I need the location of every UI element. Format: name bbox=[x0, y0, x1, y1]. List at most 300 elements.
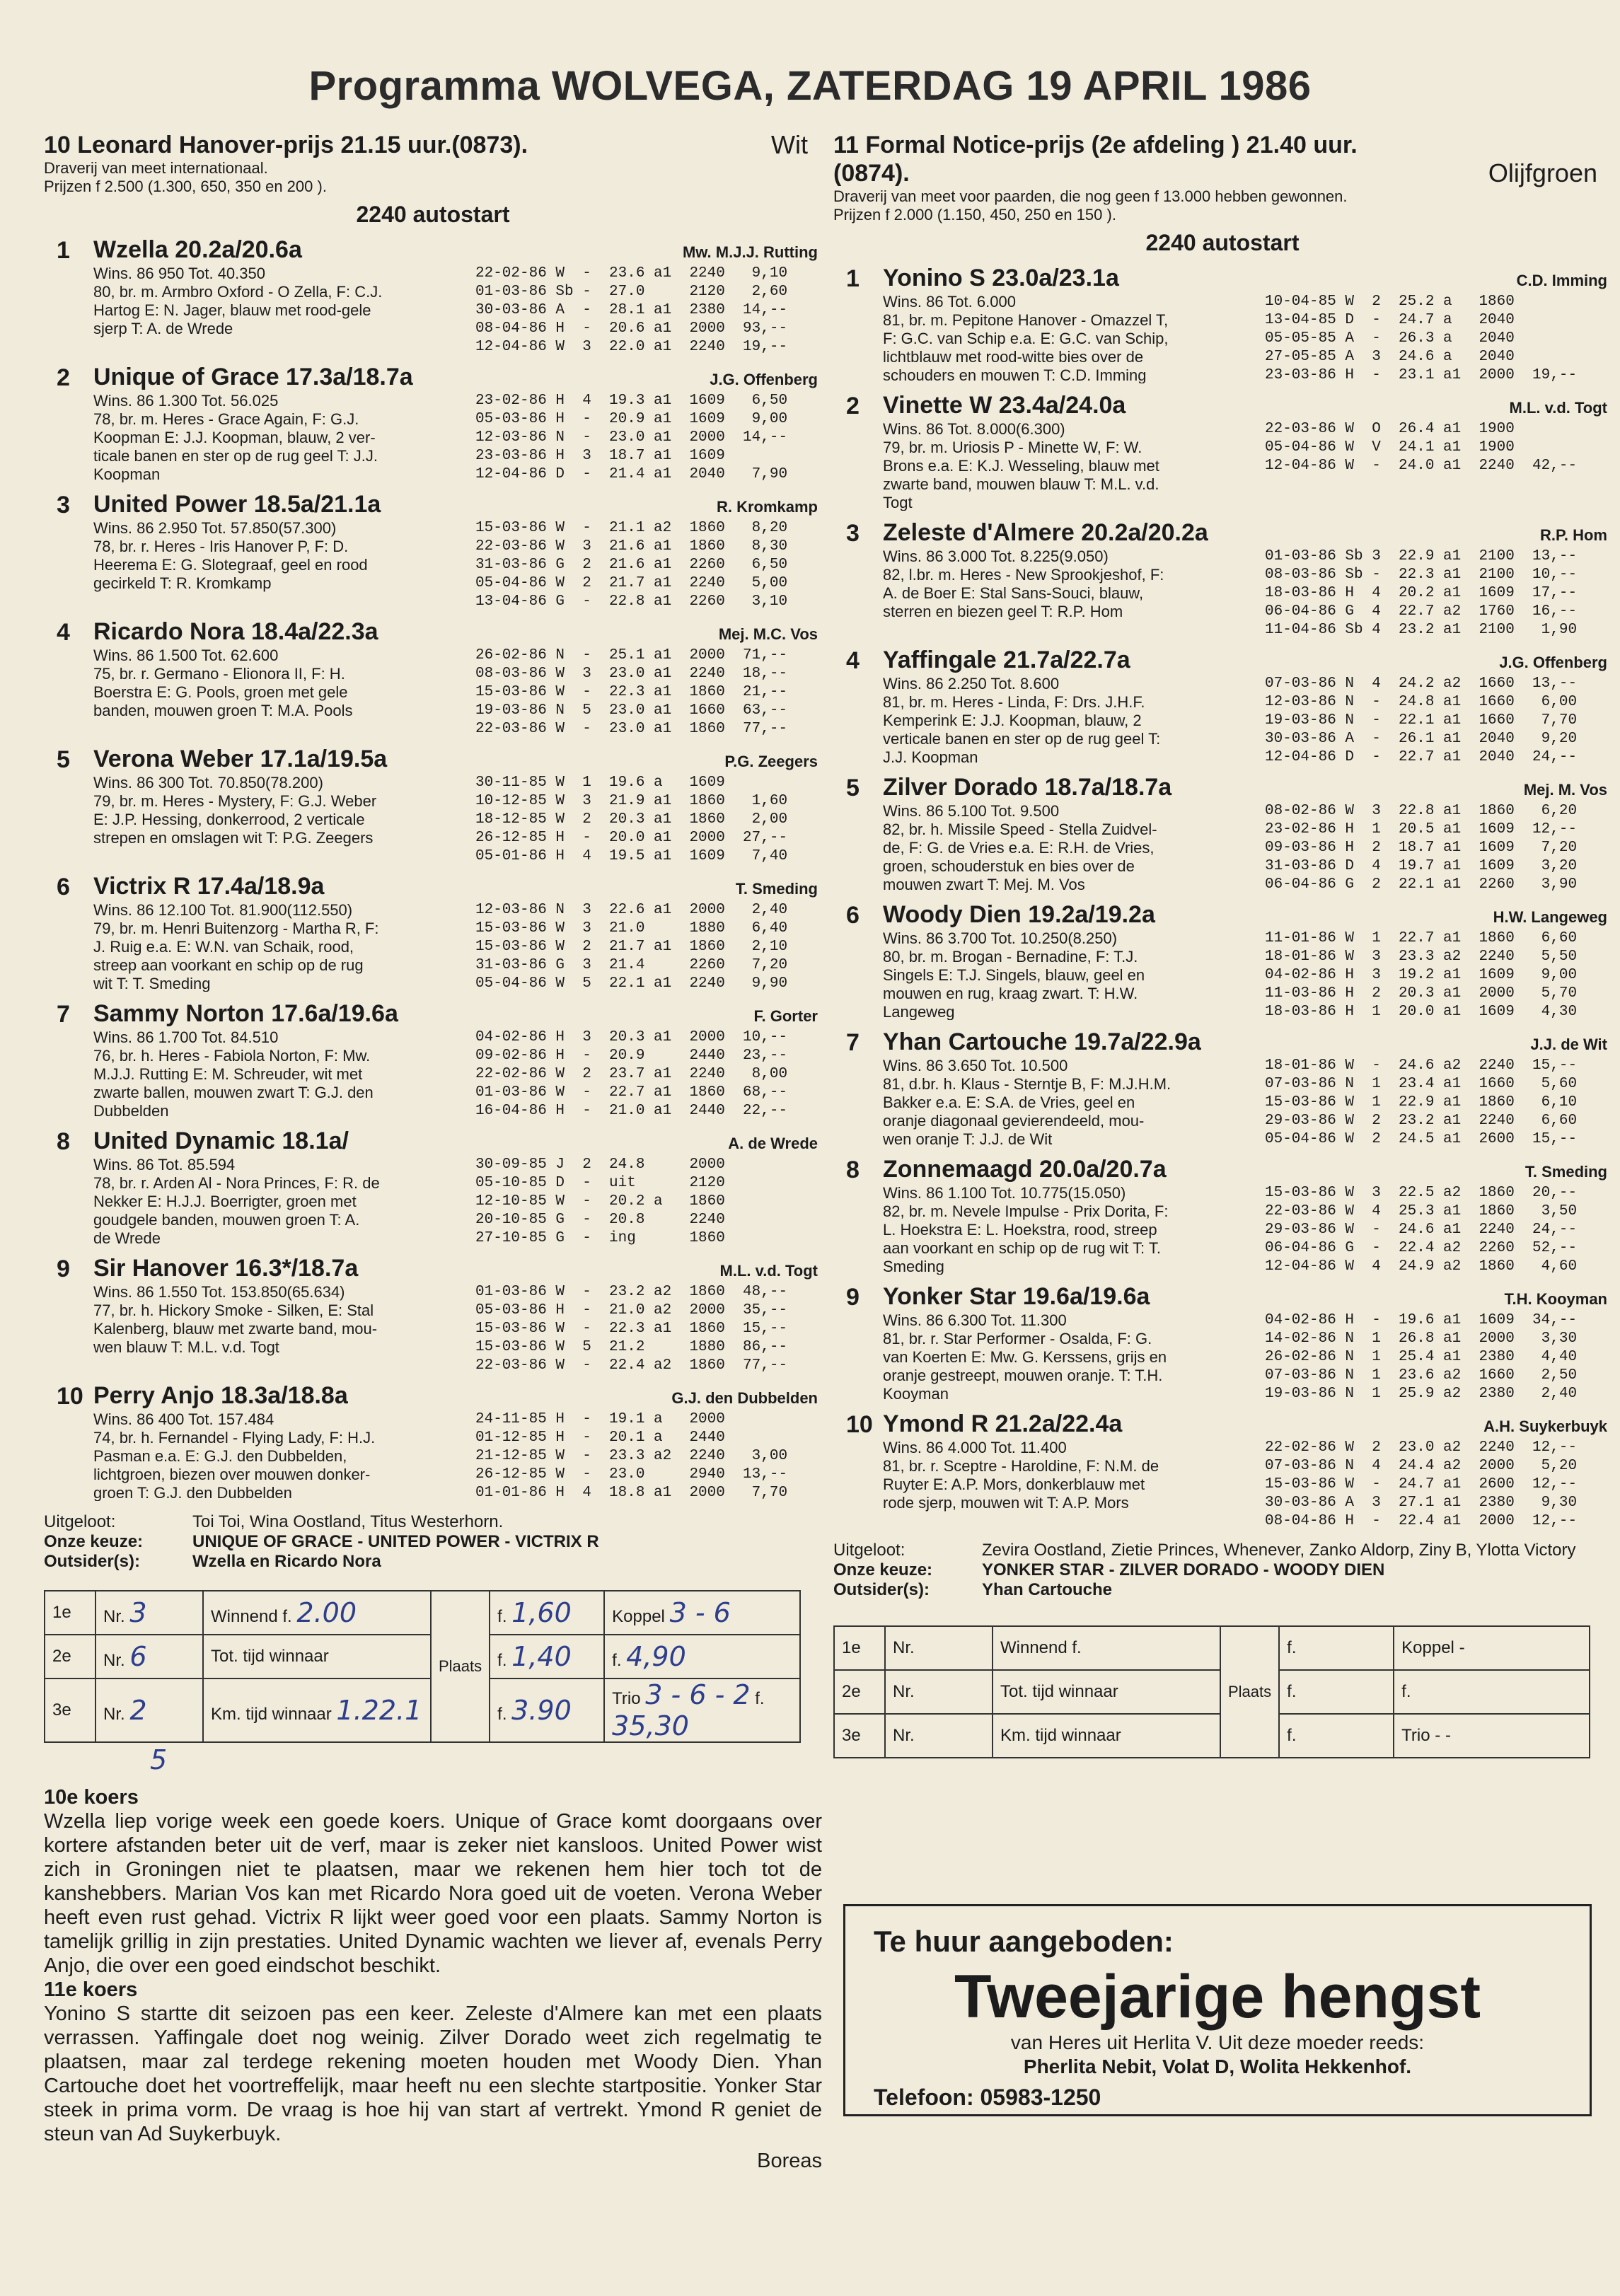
horse-description-line: 78, br. r. Heres - Iris Hanover P, F: D. bbox=[93, 538, 349, 555]
horse-entry bbox=[833, 265, 1612, 383]
horse-description-line: ticale banen en ster op de rug geel T: J.J. bbox=[93, 447, 378, 465]
race-footer bbox=[833, 1541, 1612, 1600]
horse-body bbox=[883, 1156, 1612, 1275]
horse-detail-row bbox=[883, 802, 1612, 821]
performance-line: 12-04-86 W 4 24.9 a2 1860 4,60 bbox=[1265, 1258, 1578, 1275]
performance-line: 12-03-86 N - 23.0 a1 2000 14,-- bbox=[475, 429, 788, 446]
race-title: 11 Formal Notice-prijs (2e afdeling ) 21.40 uur.(0874). bbox=[833, 132, 1358, 187]
horse-description-line: 82, br. m. Nevele Impulse - Prix Dorita, F: bbox=[883, 1202, 1169, 1220]
horse-number: 8 bbox=[846, 1156, 860, 1183]
race-header bbox=[833, 131, 1612, 187]
horse-description-line: Wins. 86 3.650 Tot. 10.500 bbox=[883, 1057, 1068, 1074]
horse-name: Yonker Star 19.6a/19.6a bbox=[883, 1283, 1150, 1310]
tottijd-cell: Tot. tijd winnaar bbox=[993, 1670, 1220, 1714]
horse-name: Yhan Cartouche 19.7a/22.9a bbox=[883, 1028, 1201, 1055]
horse-name-line bbox=[883, 1283, 1612, 1311]
horse-description-line: 75, br. r. Germano - Elionora II, F: H. bbox=[93, 665, 345, 683]
horse-detail-row bbox=[93, 301, 822, 320]
ad-line-2: Pherlita Nebit, Volat D, Wolita Hekkenhof. bbox=[1023, 2056, 1412, 2077]
uitgeloot-text: Toi Toi, Wina Oostland, Titus Westerhorn. bbox=[192, 1512, 504, 1531]
horse-description-line: Koopman bbox=[93, 465, 161, 482]
ad-phone: Telefoon: 05983-1250 bbox=[874, 2085, 1101, 2110]
horse-name: Unique of Grace 17.3a/18.7a bbox=[93, 364, 413, 390]
driver-name: T. Smeding bbox=[1524, 1163, 1607, 1181]
horse-detail-row bbox=[93, 1338, 822, 1357]
horse-detail-row bbox=[883, 1184, 1612, 1202]
horse-detail-row bbox=[93, 410, 822, 429]
performance-line: 11-04-86 Sb 4 23.2 a1 2100 1,90 bbox=[1265, 622, 1578, 638]
horse-description-line: wen blauw T: M.L. v.d. Togt bbox=[93, 1338, 279, 1356]
horse-detail-row bbox=[93, 574, 822, 593]
performance-line: 04-02-86 H - 19.6 a1 1609 34,-- bbox=[1265, 1312, 1578, 1328]
keuze-text: UNIQUE OF GRACE - UNITED POWER - VICTRIX R bbox=[192, 1532, 599, 1551]
horse-name-line bbox=[93, 1382, 822, 1410]
horse-description-line: Ruyter E: A.P. Mors, donkerblauw met bbox=[883, 1475, 1145, 1493]
horse-name-line bbox=[883, 1410, 1612, 1439]
horse-body bbox=[883, 774, 1612, 893]
performance-line: 30-03-86 A - 28.1 a1 2380 14,-- bbox=[475, 302, 788, 318]
driver-name: P.G. Zeegers bbox=[724, 753, 818, 770]
horse-description-line: Koopman E: J.J. Koopman, blauw, 2 ver- bbox=[93, 429, 376, 446]
horse-description-line: Wins. 86 300 Tot. 70.850(78.200) bbox=[93, 774, 323, 792]
winnend-cell: Winnend f. bbox=[993, 1626, 1220, 1670]
performance-line: 26-02-86 N 1 25.4 a1 2380 4,40 bbox=[1265, 1349, 1578, 1365]
horse-description-line: Wins. 86 4.000 Tot. 11.400 bbox=[883, 1439, 1067, 1456]
horse-detail-row bbox=[93, 1211, 822, 1229]
horse-description-line: groen, schouderstuk en bies over de bbox=[883, 857, 1135, 875]
horse-name: United Dynamic 18.1a/ bbox=[93, 1127, 349, 1154]
horse-description-line: Wins. 86 400 Tot. 157.484 bbox=[93, 1410, 274, 1428]
horse-detail-row bbox=[93, 429, 822, 447]
horse-detail-row bbox=[883, 1075, 1612, 1094]
horse-detail-row bbox=[93, 465, 822, 482]
plaats-label: Plaats bbox=[1220, 1626, 1279, 1758]
kmtijd-cell: Km. tijd winnaar 1.22.1 bbox=[203, 1678, 431, 1742]
nr-cell: Nr. 6 bbox=[96, 1635, 203, 1678]
race-conditions: Draverij van meet voor paarden, die nog geen f 13.000 hebben gewonnen. bbox=[833, 187, 1348, 205]
horse-name-line bbox=[93, 1127, 822, 1156]
horse-body bbox=[93, 1382, 822, 1501]
horse-entry bbox=[44, 1000, 822, 1119]
commentary bbox=[44, 1785, 822, 2173]
horse-description-line: Kalenberg, blauw met zwarte band, mou- bbox=[93, 1320, 378, 1338]
horse-entry bbox=[833, 392, 1612, 511]
performance-line: 13-04-85 D - 24.7 a 2040 bbox=[1265, 312, 1515, 328]
horse-description-line bbox=[883, 1512, 1265, 1529]
horse-entry bbox=[833, 901, 1612, 1020]
horse-detail-row bbox=[93, 920, 822, 938]
performance-line: 10-04-85 W 2 25.2 a 1860 bbox=[1265, 294, 1515, 310]
horse-name-line bbox=[93, 1000, 822, 1028]
performance-line: 21-12-85 W - 23.3 a2 2240 3,00 bbox=[475, 1448, 788, 1464]
performance-line: 15-03-86 W - 21.1 a2 1860 8,20 bbox=[475, 520, 788, 536]
horse-description-line: Singels E: T.J. Singels, blauw, geel en bbox=[883, 966, 1145, 984]
horse-detail-row bbox=[883, 693, 1612, 712]
horse-description-line: Kooyman bbox=[883, 1385, 949, 1402]
horse-detail-row bbox=[93, 392, 822, 410]
horse-detail-row bbox=[93, 519, 822, 538]
horse-description-line: lichtblauw met rood-witte bies over de bbox=[883, 348, 1144, 366]
performance-line: 05-03-86 H - 21.0 a2 2000 35,-- bbox=[475, 1302, 788, 1318]
plaats-1: f. 1,60 bbox=[490, 1591, 604, 1635]
horse-number: 8 bbox=[57, 1128, 70, 1155]
horse-name-line bbox=[93, 618, 822, 647]
horse-description-line: Wins. 86 3.700 Tot. 10.250(8.250) bbox=[883, 929, 1118, 947]
horse-name-line bbox=[93, 1255, 822, 1283]
horse-description-line: sjerp T: A. de Wrede bbox=[93, 320, 233, 337]
horse-name-line bbox=[883, 1156, 1612, 1184]
horse-description-line: groen T: G.J. den Dubbelden bbox=[93, 1484, 292, 1501]
results-table bbox=[833, 1625, 1590, 1758]
horse-description-line: 82, l.br. m. Heres - New Sprookjeshof, F: bbox=[883, 566, 1164, 584]
horse-entry bbox=[833, 1156, 1612, 1275]
horse-detail-row bbox=[883, 457, 1612, 475]
horse-detail-row bbox=[93, 1447, 822, 1466]
driver-name: Mej. M. Vos bbox=[1523, 781, 1607, 799]
performance-line: 29-03-86 W 2 23.2 a1 2240 6,60 bbox=[1265, 1113, 1578, 1129]
horse-detail-row bbox=[93, 320, 822, 338]
page-title: Programma WOLVEGA, ZATERDAG 19 APRIL 1986 bbox=[308, 63, 1312, 109]
horse-entry bbox=[44, 618, 822, 737]
horse-body bbox=[93, 236, 822, 355]
driver-name: C.D. Imming bbox=[1516, 272, 1607, 289]
horse-body bbox=[883, 1028, 1612, 1147]
performance-line: 12-04-86 W 3 22.0 a1 2240 19,-- bbox=[475, 339, 788, 355]
performance-line: 18-03-86 H 4 20.2 a1 1609 17,-- bbox=[1265, 585, 1578, 601]
horse-description-line: Smeding bbox=[883, 1258, 944, 1275]
horse-description-line: Wins. 86 1.700 Tot. 84.510 bbox=[93, 1028, 279, 1046]
horse-name: Yaffingale 21.7a/22.7a bbox=[883, 647, 1130, 673]
horse-name: Victrix R 17.4a/18.9a bbox=[93, 873, 325, 900]
horse-detail-row bbox=[883, 730, 1612, 748]
performance-line: 22-02-86 W 2 23.0 a2 2240 12,-- bbox=[1265, 1439, 1578, 1456]
horse-name-line bbox=[883, 265, 1612, 293]
driver-name: H.W. Langeweg bbox=[1493, 908, 1607, 926]
horse-detail-row bbox=[883, 1439, 1612, 1457]
horse-description-line bbox=[883, 621, 1265, 638]
driver-name: T.H. Kooyman bbox=[1504, 1290, 1607, 1308]
horse-detail-row bbox=[883, 603, 1612, 621]
nr-cell: Nr. bbox=[885, 1670, 993, 1714]
performance-line: 15-03-86 W 5 21.2 1880 86,-- bbox=[475, 1339, 788, 1355]
horse-detail-row bbox=[93, 1357, 822, 1374]
horse-name-line bbox=[93, 364, 822, 392]
kmtijd-value: 1.22.1 bbox=[336, 1695, 422, 1726]
place-2: 2e bbox=[834, 1670, 885, 1714]
horse-description-line: rode sjerp, mouwen wit T: A.P. Mors bbox=[883, 1494, 1129, 1512]
performance-line: 23-03-86 H - 23.1 a1 2000 19,-- bbox=[1265, 367, 1578, 383]
horse-detail-row bbox=[93, 901, 822, 920]
horse-body bbox=[883, 1410, 1612, 1529]
horse-description-line: 81, d.br. h. Klaus - Sterntje B, F: M.J.H.M. bbox=[883, 1075, 1171, 1093]
horse-description-line bbox=[93, 338, 475, 355]
horse-name-line bbox=[883, 1028, 1612, 1057]
horse-description-line: L. Hoekstra E: L. Hoekstra, rood, streep bbox=[883, 1221, 1157, 1239]
performance-line: 26-02-86 N - 25.1 a1 2000 71,-- bbox=[475, 647, 788, 663]
performance-line: 12-10-85 W - 20.2 a 1860 bbox=[475, 1193, 725, 1210]
horse-body bbox=[883, 647, 1612, 765]
nr-2: 6 bbox=[129, 1641, 147, 1672]
horse-detail-row bbox=[883, 1512, 1612, 1529]
performance-line: 15-03-86 W - 22.3 a1 1860 21,-- bbox=[475, 684, 788, 700]
horse-name: Ymond R 21.2a/22.4a bbox=[883, 1410, 1123, 1437]
horse-detail-row bbox=[93, 1320, 822, 1338]
performance-line: 15-03-86 W 3 21.0 1880 6,40 bbox=[475, 920, 788, 937]
horse-detail-row bbox=[93, 1229, 822, 1246]
horse-description-line: A. de Boer E: Stal Sans-Souci, blauw, bbox=[883, 584, 1144, 602]
race-title: 10 Leonard Hanover-prijs 21.15 uur.(0873). bbox=[44, 132, 528, 158]
performance-line: 13-04-86 G - 22.8 a1 2260 3,10 bbox=[475, 593, 788, 610]
performance-line: 24-11-85 H - 19.1 a 2000 bbox=[475, 1411, 725, 1427]
horse-number: 7 bbox=[846, 1029, 860, 1056]
horse-description-line: van Koerten E: Mw. G. Kerssens, grijs en bbox=[883, 1348, 1167, 1366]
horse-detail-row bbox=[93, 265, 822, 283]
horse-description-line: mouwen zwart T: Mej. M. Vos bbox=[883, 876, 1085, 893]
performance-line: 04-02-86 H 3 19.2 a1 1609 9,00 bbox=[1265, 967, 1578, 983]
performance-line: 18-01-86 W - 24.6 a2 2240 15,-- bbox=[1265, 1057, 1578, 1074]
horse-name-line bbox=[883, 647, 1612, 675]
uitgeloot-label: Uitgeloot: bbox=[44, 1512, 116, 1531]
horse-entry bbox=[44, 1255, 822, 1374]
horse-detail-row bbox=[93, 556, 822, 574]
performance-line: 05-04-86 W 5 22.1 a1 2240 9,90 bbox=[475, 975, 788, 992]
driver-name: J.J. de Wit bbox=[1530, 1036, 1607, 1053]
horse-description-line: 80, br. m. Armbro Oxford - O Zella, F: C.J. bbox=[93, 283, 383, 301]
horse-description-line: Dubbelden bbox=[93, 1102, 169, 1119]
keuze-text: YONKER STAR - ZILVER DORADO - WOODY DIEN bbox=[982, 1560, 1385, 1579]
horse-description-line: Togt bbox=[883, 494, 913, 511]
horse-description-line: F: G.C. van Schip e.a. E: G.C. van Schip, bbox=[883, 330, 1169, 347]
horse-entry bbox=[833, 647, 1612, 765]
horse-entry bbox=[833, 1283, 1612, 1402]
horse-description-line: Pasman e.a. E: G.J. den Dubbelden, bbox=[93, 1447, 347, 1465]
performance-line: 09-02-86 H - 20.9 2440 23,-- bbox=[475, 1048, 788, 1064]
horse-detail-row bbox=[883, 566, 1612, 584]
place-2: 2e bbox=[45, 1635, 96, 1678]
horse-detail-row bbox=[883, 1112, 1612, 1130]
horse-detail-row bbox=[93, 593, 822, 610]
race-11-column bbox=[833, 131, 1612, 1758]
driver-name: Mw. M.J.J. Rutting bbox=[682, 243, 818, 261]
horse-detail-row bbox=[883, 1457, 1612, 1475]
horse-name: Verona Weber 17.1a/19.5a bbox=[93, 746, 388, 772]
horse-name: Sammy Norton 17.6a/19.6a bbox=[93, 1000, 398, 1027]
horse-name-line bbox=[93, 491, 822, 519]
horse-detail-row bbox=[93, 1102, 822, 1119]
horse-description-line: wen oranje T: J.J. de Wit bbox=[883, 1130, 1053, 1147]
horse-description-line: Wins. 86 5.100 Tot. 9.500 bbox=[883, 802, 1060, 820]
horse-name: Woody Dien 19.2a/19.2a bbox=[883, 901, 1155, 928]
horse-detail-row bbox=[883, 1221, 1612, 1239]
horse-detail-row bbox=[883, 948, 1612, 966]
driver-name: F. Gorter bbox=[753, 1007, 818, 1025]
horse-description-line: zwarte ballen, mouwen zwart T: G.J. den bbox=[93, 1084, 374, 1101]
horse-description-line: Wins. 86 1.550 Tot. 153.850(65.634) bbox=[93, 1283, 345, 1301]
performance-line: 05-04-86 W 2 24.5 a1 2600 15,-- bbox=[1265, 1131, 1578, 1147]
horse-detail-row bbox=[93, 792, 822, 811]
outsider-label: Outsider(s): bbox=[833, 1580, 930, 1599]
tottijd-cell: Tot. tijd winnaar bbox=[203, 1635, 431, 1678]
horse-description-line: de Wrede bbox=[93, 1229, 161, 1246]
koppel-cell: Koppel 3 - 6 bbox=[604, 1591, 800, 1635]
nr-cell: Nr. 3 bbox=[96, 1591, 203, 1635]
horse-description-line: 78, br. r. Arden Al - Nora Princes, F: R. de bbox=[93, 1174, 380, 1192]
horse-detail-row bbox=[883, 584, 1612, 603]
performance-line: 05-01-86 H 4 19.5 a1 1609 7,40 bbox=[475, 848, 788, 864]
plaats-2: f. 1,40 bbox=[490, 1635, 604, 1678]
horse-number: 4 bbox=[57, 619, 70, 646]
race-conditions: Draverij van meet internationaal. bbox=[44, 159, 268, 177]
horse-detail-row bbox=[883, 1258, 1612, 1275]
performance-line: 23-02-86 H 4 19.3 a1 1609 6,50 bbox=[475, 393, 788, 409]
horse-description-line: 80, br. m. Brogan - Bernadine, F: T.J. bbox=[883, 948, 1138, 966]
driver-name: G.J. den Dubbelden bbox=[671, 1389, 818, 1407]
uitgeloot-label: Uitgeloot: bbox=[833, 1541, 906, 1560]
horse-detail-row bbox=[93, 975, 822, 992]
horse-detail-row bbox=[93, 774, 822, 792]
horse-detail-row bbox=[883, 712, 1612, 730]
horse-detail-row bbox=[93, 1410, 822, 1429]
horse-body bbox=[93, 1255, 822, 1374]
driver-name: T. Smeding bbox=[735, 880, 818, 898]
horse-detail-row bbox=[93, 1484, 822, 1501]
horse-description-line: oranje gestreept, mouwen oranje. T: T.H. bbox=[883, 1367, 1163, 1384]
performance-line: 31-03-86 G 3 21.4 2260 7,20 bbox=[475, 957, 788, 973]
performance-line: 05-04-86 W 2 21.7 a1 2240 5,00 bbox=[475, 575, 788, 591]
horse-detail-row bbox=[93, 1047, 822, 1065]
horse-detail-row bbox=[883, 1094, 1612, 1112]
koppel-cell: Koppel - bbox=[1394, 1626, 1590, 1670]
horse-detail-row bbox=[93, 647, 822, 665]
performance-line: 12-03-86 N 3 22.6 a1 2000 2,40 bbox=[475, 902, 788, 918]
horse-number: 3 bbox=[57, 492, 70, 518]
horse-number: 1 bbox=[57, 237, 70, 264]
horse-entry bbox=[44, 491, 822, 610]
driver-name: R. Kromkamp bbox=[716, 498, 818, 516]
performance-line: 19-03-86 N 1 25.9 a2 2380 2,40 bbox=[1265, 1386, 1578, 1402]
horse-description-line: lichtgroen, biezen over mouwen donker- bbox=[93, 1466, 371, 1483]
performance-line: 08-04-86 H - 20.6 a1 2000 93,-- bbox=[475, 320, 788, 337]
performance-line: 26-12-85 H - 20.0 a1 2000 27,-- bbox=[475, 830, 788, 846]
performance-line: 07-03-86 N 4 24.2 a2 1660 13,-- bbox=[1265, 676, 1578, 692]
horse-name-line bbox=[883, 901, 1612, 929]
performance-line: 15-03-86 W 1 22.9 a1 1860 6,10 bbox=[1265, 1094, 1578, 1111]
performance-line: 01-03-86 W - 23.2 a2 1860 48,-- bbox=[475, 1284, 788, 1300]
winnend-value: 2.00 bbox=[296, 1597, 357, 1628]
horse-detail-row bbox=[883, 857, 1612, 876]
horse-detail-row bbox=[883, 311, 1612, 330]
performance-line: 04-02-86 H 3 20.3 a1 2000 10,-- bbox=[475, 1029, 788, 1045]
horse-detail-row bbox=[883, 1003, 1612, 1020]
horse-detail-row bbox=[883, 348, 1612, 366]
horse-number: 2 bbox=[57, 364, 70, 391]
horse-name: Zeleste d'Almere 20.2a/20.2a bbox=[883, 519, 1208, 546]
trio-cell: Trio 3 - 6 - 2 f. 35,30 bbox=[604, 1678, 800, 1742]
performance-line: 11-03-86 H 2 20.3 a1 2000 5,70 bbox=[1265, 985, 1578, 1002]
horse-body bbox=[883, 392, 1612, 511]
race-10-column bbox=[44, 131, 822, 2173]
horse-description-line: zwarte band, mouwen blauw T: M.L. v.d. bbox=[883, 475, 1159, 493]
horse-description-line: Boerstra E: G. Pools, groen met gele bbox=[93, 683, 348, 701]
performance-line: 08-03-86 Sb - 22.3 a1 2100 10,-- bbox=[1265, 567, 1578, 583]
horse-description-line: Wins. 86 6.300 Tot. 11.300 bbox=[883, 1311, 1067, 1329]
horse-number: 9 bbox=[57, 1256, 70, 1282]
koppel-f-cell: f. bbox=[1394, 1670, 1590, 1714]
horse-description-line: Wins. 86 Tot. 6.000 bbox=[883, 293, 1016, 311]
horse-body bbox=[93, 491, 822, 610]
horse-detail-row bbox=[93, 665, 822, 683]
horse-detail-row bbox=[93, 1084, 822, 1102]
horse-entry bbox=[833, 1410, 1612, 1529]
horse-number: 10 bbox=[846, 1411, 873, 1438]
horse-detail-row bbox=[883, 1239, 1612, 1258]
performance-line bbox=[1265, 475, 1612, 494]
signature: Boreas bbox=[757, 2150, 822, 2172]
horse-list bbox=[833, 265, 1612, 1529]
horse-entry bbox=[44, 364, 822, 482]
performance-line: 15-03-86 W - 24.7 a1 2600 12,-- bbox=[1265, 1476, 1578, 1492]
horse-detail-row bbox=[883, 1367, 1612, 1385]
horse-detail-row bbox=[883, 966, 1612, 985]
koppel-value: 3 - 6 bbox=[669, 1597, 731, 1628]
horse-description-line: J. Ruig e.a. E: W.N. van Schaik, rood, bbox=[93, 938, 354, 956]
horse-description-line: M.J.J. Rutting E: M. Schreuder, wit met bbox=[93, 1065, 363, 1083]
horse-detail-row bbox=[93, 1065, 822, 1084]
horse-body bbox=[93, 1127, 822, 1246]
performance-line: 26-12-85 W - 23.0 2940 13,-- bbox=[475, 1466, 788, 1483]
driver-name: A.H. Suykerbuyk bbox=[1483, 1417, 1607, 1435]
performance-line: 18-03-86 H 1 20.0 a1 1609 4,30 bbox=[1265, 1004, 1578, 1020]
horse-description-line: mouwen en rug, kraag zwart. T: H.W. bbox=[883, 985, 1138, 1002]
horse-name-line bbox=[883, 519, 1612, 547]
commentary-text-11: Yonino S startte dit seizoen pas een keer. Zeleste d'Almere kan met een plaats verrassen. Yaffingale doet nog weinig. Zilver Dorado weet zich regelmatig te plaatsen, maar zal terdege rekening moeten houden met Woody Dien. Yhan Cartouche doet het voortreffelijk, maar heeft nu een slechte startpositie. Yonker Star steek in prima vorm. De vraag is hoe hij van start af vertrekt. Ymond R geniet de steun van Ad Suykerbuyk. bbox=[44, 2002, 822, 2145]
horse-entry bbox=[833, 774, 1612, 893]
horse-description-line: 74, br. h. Fernandel - Flying Lady, F: H.J. bbox=[93, 1429, 376, 1446]
horse-description-line: Wins. 86 3.000 Tot. 8.225(9.050) bbox=[883, 547, 1109, 565]
performance-line: 08-03-86 W 3 23.0 a1 2240 18,-- bbox=[475, 666, 788, 682]
horse-description-line bbox=[93, 847, 475, 864]
horse-detail-row bbox=[883, 547, 1612, 566]
horse-name-line bbox=[883, 392, 1612, 420]
horse-detail-row bbox=[93, 938, 822, 956]
performance-line: 18-12-85 W 2 20.3 a1 1860 2,00 bbox=[475, 811, 788, 828]
ad-line-1: van Heres uit Herlita V. Uit deze moeder reeds: bbox=[1010, 2031, 1425, 2053]
horse-description-line: 78, br. m. Heres - Grace Again, F: G.J. bbox=[93, 410, 359, 428]
horse-name-line bbox=[93, 746, 822, 774]
horse-name: United Power 18.5a/21.1a bbox=[93, 491, 381, 518]
performance-line: 01-03-86 Sb - 27.0 2120 2,60 bbox=[475, 284, 788, 300]
horse-description-line: 81, br. r. Sceptre - Haroldine, F: N.M. de bbox=[883, 1457, 1159, 1475]
performance-line: 08-04-86 H - 22.4 a1 2000 12,-- bbox=[1265, 1513, 1578, 1529]
race-color: Olijfgroen bbox=[1488, 158, 1597, 187]
performance-line: 22-03-86 W O 26.4 a1 1900 bbox=[1265, 421, 1515, 437]
performance-line: 08-02-86 W 3 22.8 a1 1860 6,20 bbox=[1265, 803, 1578, 819]
horse-detail-row bbox=[93, 283, 822, 301]
performance-line: 22-03-86 W 4 25.3 a1 1860 3,50 bbox=[1265, 1203, 1578, 1219]
plaats-3: f. bbox=[1279, 1714, 1394, 1758]
horse-number: 10 bbox=[57, 1383, 83, 1410]
performance-line: 19-03-86 N - 22.1 a1 1660 7,70 bbox=[1265, 712, 1578, 729]
horse-body bbox=[883, 901, 1612, 1020]
horse-detail-row bbox=[883, 439, 1612, 457]
horse-number: 7 bbox=[57, 1001, 70, 1028]
performance-line: 27-05-85 A 3 24.6 a 2040 bbox=[1265, 349, 1515, 365]
horse-detail-row bbox=[93, 447, 822, 465]
trio-payout: 35,30 bbox=[612, 1710, 689, 1741]
performance-line: 11-01-86 W 1 22.7 a1 1860 6,60 bbox=[1265, 930, 1578, 946]
race-prizes: Prijzen f 2.500 (1.300, 650, 350 en 200 ). bbox=[44, 178, 327, 195]
performance-line: 23-03-86 H 3 18.7 a1 1609 bbox=[475, 448, 725, 464]
